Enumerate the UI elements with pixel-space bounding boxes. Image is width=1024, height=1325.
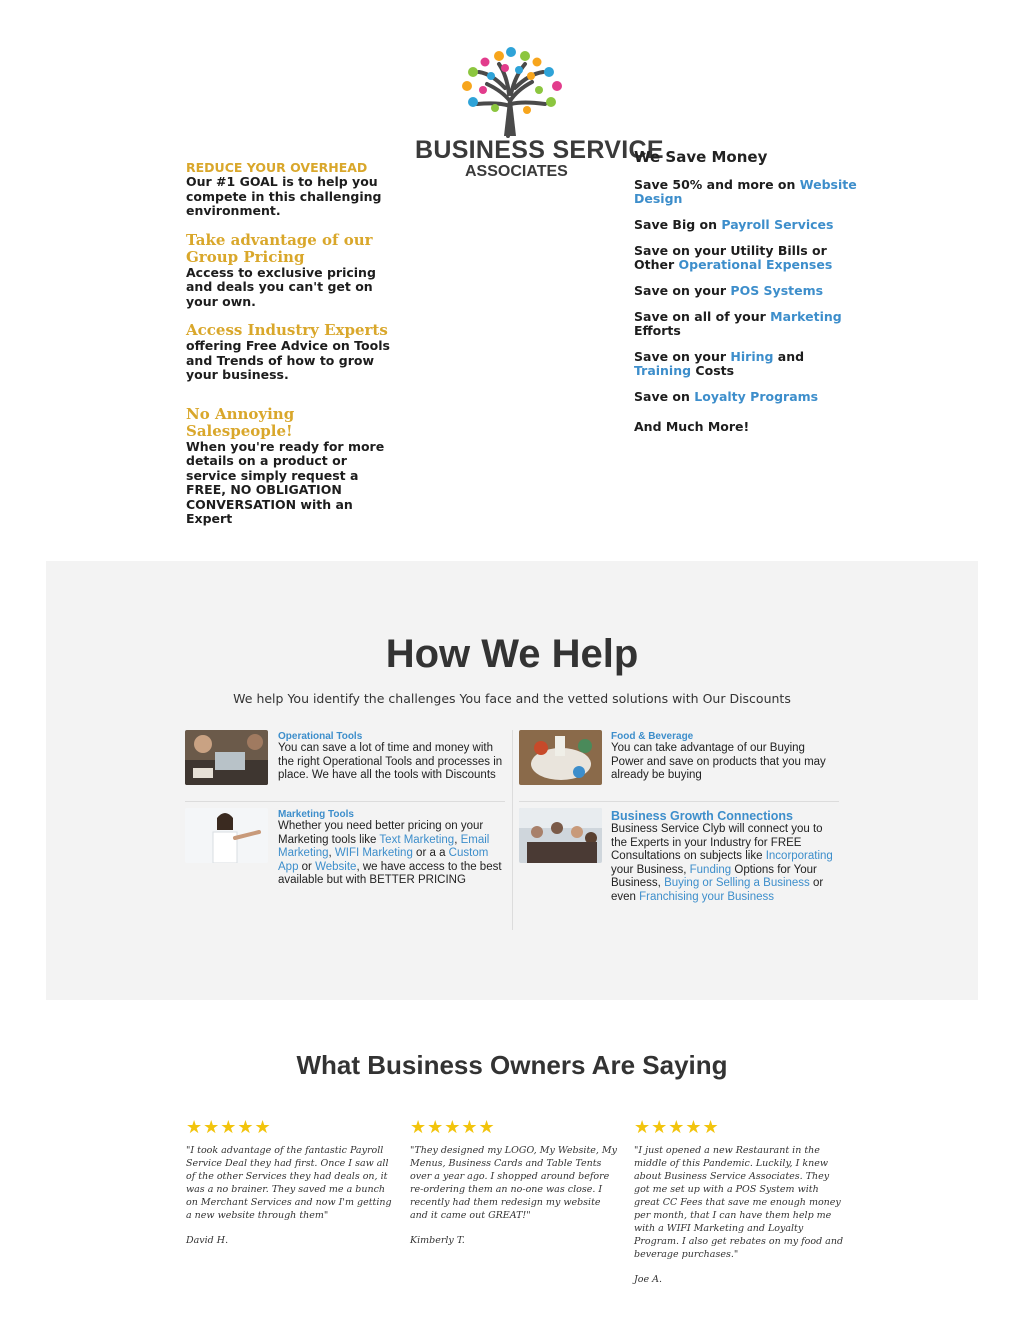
tree-icon <box>407 46 617 138</box>
payroll-services-link[interactable]: Payroll Services <box>721 217 834 232</box>
food-beverage-card <box>611 731 839 783</box>
logo-line2: ASSOCIATES <box>465 163 568 180</box>
marketing-tools-card <box>278 809 506 888</box>
incorporating-link[interactable]: Incorporating <box>765 850 833 863</box>
food-beverage-title[interactable]: Food & Beverage <box>611 731 694 742</box>
testimonial-quote: "I just opened a new Restaurant in the middle of this Pandemic. Luckily, I knew about Business Service Associates. They got me set up with a POS System with great CC Fees that save me enough money per month, that I can have them help me with a WIFI Marketing and Loyalty Program. I also get rebates on my food and beverage purchases." <box>634 1145 844 1260</box>
operational-expenses-link[interactable]: Operational Expenses <box>678 257 833 272</box>
funding-link[interactable]: Funding <box>689 863 732 876</box>
card-divider-vertical <box>512 730 513 930</box>
goal-text: Our #1 GOAL is to help you compete in this challenging environment. <box>186 174 382 218</box>
testimonial-2 <box>410 1117 620 1246</box>
marketing-tools-image <box>185 808 268 863</box>
operational-tools-image <box>185 730 268 785</box>
website-link[interactable]: Website <box>315 860 357 873</box>
star-rating-icon: ★★★★★ <box>410 1117 496 1138</box>
star-rating-icon: ★★★★★ <box>186 1117 272 1138</box>
food-beverage-text: You can take advantage of our Buying Power and save on products that you may already be buying <box>611 742 826 782</box>
industry-experts-text: offering Free Advice on Tools and Trends of how to grow your business. <box>186 338 390 382</box>
star-rating-icon: ★★★★★ <box>634 1117 720 1138</box>
savings-line-payroll: Save Big on Payroll Services <box>634 217 834 232</box>
savings-more: And Much More! <box>634 419 750 434</box>
testimonial-quote: "I took advantage of the fantastic Payroll Service Deal they had first. Once I saw all of the other Services they had deals on, it was a no brainer. They saved me a bunch on Merchant Services and now I'm getting a new website through them" <box>186 1145 392 1221</box>
logo[interactable] <box>407 46 664 186</box>
savings-line-utility: Save on your Utility Bills or Other Operational Expenses <box>634 243 833 272</box>
testimonial-3 <box>634 1117 844 1285</box>
buying-selling-link[interactable]: Buying or Selling a Business <box>664 877 810 890</box>
business-growth-title[interactable]: Business Growth Connections <box>611 809 793 823</box>
group-pricing-heading: Take advantage of our Group Pricing <box>186 230 373 266</box>
marketing-tools-title[interactable]: Marketing Tools <box>278 809 354 820</box>
overhead-kicker: REDUCE YOUR OVERHEAD <box>186 160 368 175</box>
no-salespeople-heading: No Annoying Salespeople! <box>186 404 295 440</box>
pos-systems-link[interactable]: POS Systems <box>730 283 824 298</box>
industry-experts-heading: Access Industry Experts <box>186 321 388 339</box>
group-pricing-text: Access to exclusive pricing and deals you can't get on your own. <box>186 264 376 309</box>
hiring-link[interactable]: Hiring <box>730 349 774 364</box>
operational-tools-card <box>278 731 506 783</box>
testimonial-quote: "They designed my LOGO, My Website, My Menus, Business Cards and Table Tents over a year ago. I shopped around before re-ordering them an no-one was close. I recently had them redesign my website and it came out GREAT!" <box>410 1145 618 1221</box>
savings-title: We Save Money <box>634 148 768 166</box>
how-we-help-subtitle: We help You identify the challenges You face and the vetted solutions with Our Discounts <box>233 691 791 706</box>
testimonials-title: What Business Owners Are Saying <box>296 1050 728 1080</box>
marketing-link[interactable]: Marketing <box>770 309 842 324</box>
operational-tools-title[interactable]: Operational Tools <box>278 731 363 742</box>
savings-line-marketing: Save on all of your Marketing Efforts <box>634 309 842 338</box>
website-design-link[interactable]: Website Design <box>634 177 857 206</box>
email-marketing-link[interactable]: Email Marketing <box>278 833 490 860</box>
savings-line-hiring: Save on your Hiring and Training Costs <box>634 349 805 378</box>
card-divider-left <box>185 801 505 802</box>
operational-tools-text: You can save a lot of time and money with the right Operational Tools and processes in place. We have all the tools with Discounts <box>278 742 503 782</box>
benefits-column <box>186 160 391 527</box>
marketing-tools-text: Whether you need better pricing on your Marketing tools like Text Marketing, Email Marketing, WIFI Marketing or a a Custom App or Website, we have access to the best available but with BETTER PRICING <box>278 820 502 887</box>
food-beverage-image <box>519 730 602 785</box>
franchising-link[interactable]: Franchising your Business <box>639 890 775 903</box>
savings-line-website: Save 50% and more on Website Design <box>634 177 857 206</box>
savings-line-loyalty: Save on Loyalty Programs <box>634 389 819 404</box>
testimonial-author: Kimberly T. <box>410 1235 465 1246</box>
testimonial-1 <box>186 1117 396 1246</box>
savings-column <box>634 148 864 446</box>
testimonial-author: Joe A. <box>634 1274 663 1285</box>
no-salespeople-text: When you're ready for more details on a product or service simply request a FREE, NO OBLIGATION CONVERSATION with an Expert <box>186 438 385 526</box>
testimonial-author: David H. <box>186 1235 229 1246</box>
card-divider-right <box>519 801 839 802</box>
logo-line1: BUSINESS SERVICE <box>415 136 664 164</box>
how-we-help-title: How We Help <box>385 632 639 676</box>
business-growth-image <box>519 808 602 863</box>
loyalty-programs-link[interactable]: Loyalty Programs <box>694 389 819 404</box>
business-growth-text: Business Service Clyb will connect you to the Experts in your Industry for FREE Consultations on subjects like Incorporating your Business, Funding Options for Your Business, Buying or Selling a Business or even Franchising your Business <box>611 823 833 903</box>
training-link[interactable]: Training <box>634 363 692 378</box>
text-marketing-link[interactable]: Text Marketing <box>379 833 455 846</box>
savings-line-pos: Save on your POS Systems <box>634 283 824 298</box>
business-growth-card <box>611 809 841 905</box>
custom-app-link[interactable]: Custom App <box>278 847 489 873</box>
wifi-marketing-link[interactable]: WIFI Marketing <box>334 847 413 860</box>
